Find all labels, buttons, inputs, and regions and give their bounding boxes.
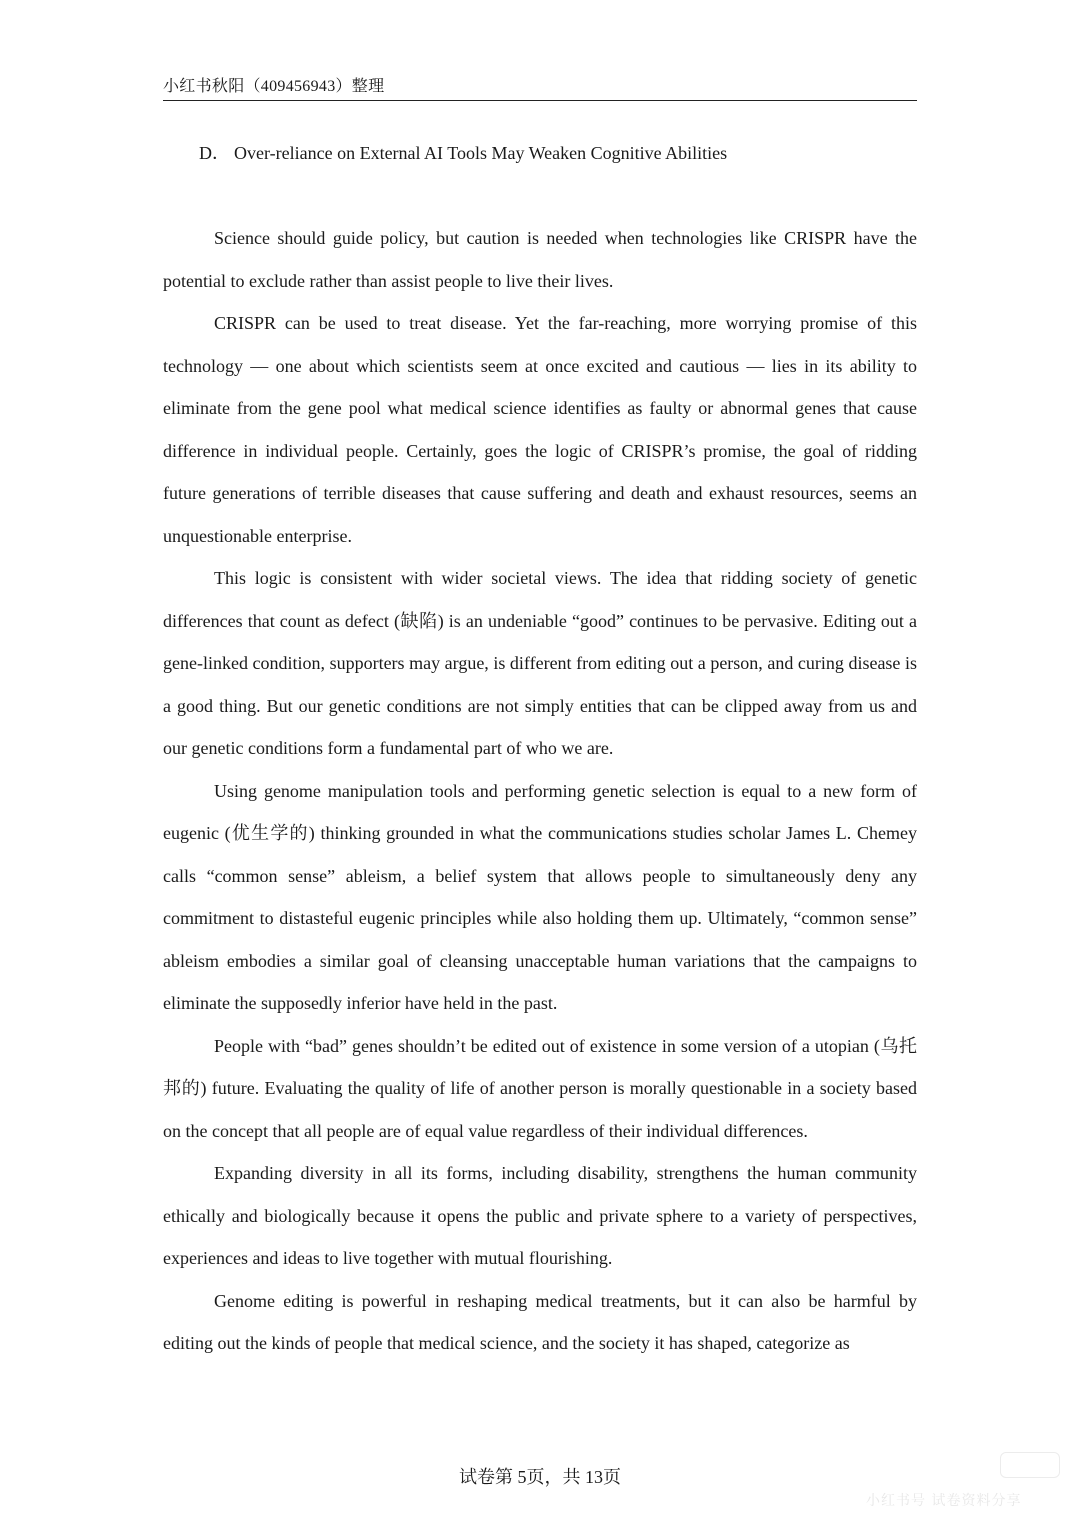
reading-passage [163, 217, 917, 1365]
option-d-text: Over-reliance on External AI Tools May Weaken Cognitive Abilities [234, 143, 728, 163]
passage-paragraph-5: People with “bad” genes shouldn’t be edited out of existence in some version of a utopian (乌托邦的) future. Evaluating the quality of life of another person is morally questionable in a society based on the concept that all people are of equal value regardless of their individual differences. [163, 1035, 917, 1141]
passage-paragraph-6: Expanding diversity in all its forms, including disability, strengthens the human community ethically and biologically because it opens the public and private sphere to a variety of perspectives, experiences and ideas to live together with mutual flourishing. [163, 1163, 917, 1268]
passage-paragraph-2: CRISPR can be used to treat disease. Yet the far-reaching, more worrying promise of this technology — one about which scientists seem at once excited and cautious — lies in its ability to eliminate from the gene pool what medical science identifies as faulty or abnormal genes that cause difference in individual people. Certainly, goes the logic of CRISPR’s promise, the goal of ridding future generations of terrible diseases that cause suffering and death and exhaust resources, seems an unquestionable enterprise. [163, 313, 917, 546]
passage-paragraph-4: Using genome manipulation tools and performing genetic selection is equal to a new form of eugenic (优生学的) thinking grounded in what the communications studies scholar James L. Chemey calls “common sense” ableism, a belief system that allows people to simultaneously deny any commitment to distasteful eugenic principles while also holding them up. Ultimately, “common sense” ableism embodies a similar goal of cleansing unacceptable human variations that the campaigns to eliminate the supposedly inferior have held in the past. [163, 780, 917, 1013]
passage-paragraph-1: Science should guide policy, but caution is needed when technologies like CRISPR have the potential to exclude rather than assist people to live their lives. [163, 228, 917, 291]
passage-paragraph-7: Genome editing is powerful in reshaping medical treatments, but it can also be harmful by editing out the kinds of people that medical science, and the society it has shaped, categorize as [163, 1290, 917, 1353]
page-header: 小红书秋阳（409456943）整理 [163, 78, 385, 95]
option-d [199, 140, 727, 166]
watermark-logo [1000, 1452, 1060, 1478]
option-d-letter: D． [199, 143, 230, 163]
page-footer: 试卷第 5页，共 13页 [459, 1467, 621, 1487]
header-rule [163, 100, 917, 101]
passage-paragraph-3: This logic is consistent with wider societal views. The idea that ridding society of genetic differences that count as defect (缺陷) is an undeniable “good” continues to be pervasive. Editing out a gene-linked condition, supporters may argue, is different from editing out a person, and curing disease is a good thing. But our genetic conditions are not simply entities that can be clipped away from us and our genetic conditions form a fundamental part of who we are. [163, 568, 917, 758]
watermark-text: 小红书号 试卷资料分享 [866, 1493, 1022, 1509]
